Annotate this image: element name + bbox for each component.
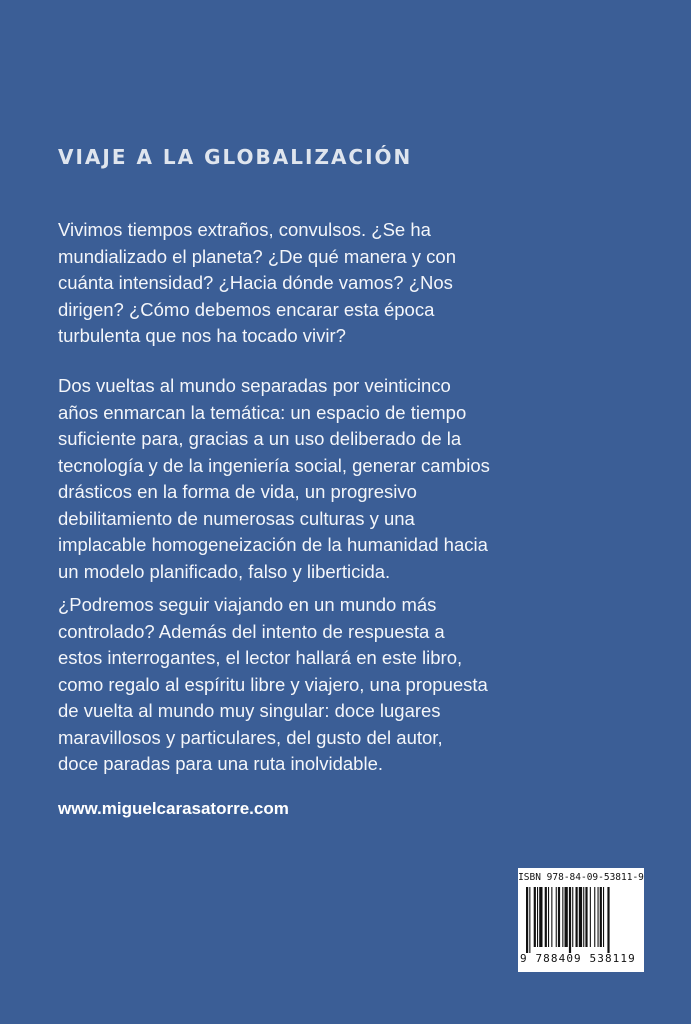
barcode-bar: [576, 887, 578, 947]
text-line: cuánta intensidad? ¿Hacia dónde vamos? ¿Nos: [58, 272, 453, 293]
barcode-bars-icon: [526, 887, 636, 953]
barcode-bar: [562, 887, 563, 947]
barcode-bar: [569, 887, 571, 953]
barcode-bar: [558, 887, 560, 947]
text-line: implacable homogeneización de la humanidad hacia: [58, 534, 488, 555]
text-line: controlado? Además del intento de respuesta a: [58, 620, 445, 642]
text-line: Dos vueltas al mundo separadas por veinticinco: [58, 375, 451, 396]
text-line: años enmarcan la temática: un espacio de tiempo: [58, 401, 467, 423]
text-line: como regalo al espíritu libre y viajero, una propuesta: [58, 673, 488, 695]
text-line: suficiente para, gracias a un uso deliberado de la: [58, 428, 462, 449]
text-line: un modelo planificado, falso y liberticida.: [58, 560, 391, 582]
barcode-digits: 9 788409 538119: [520, 952, 636, 965]
barcode-bar: [594, 887, 595, 947]
book-title: VIAJE A LA GLOBALIZACIÓN: [58, 145, 413, 169]
barcode-bar: [534, 887, 536, 947]
barcode-bar: [585, 887, 587, 947]
barcode-bar: [603, 887, 604, 947]
barcode-bar: [565, 887, 568, 947]
text-line: de vuelta al mundo muy singular: doce lugares: [58, 700, 441, 721]
barcode-bar: [529, 887, 530, 953]
barcode-bar: [590, 887, 591, 947]
synopsis-paragraph-3: [58, 592, 648, 778]
barcode-bar: [548, 887, 549, 947]
text-line: debilitamiento de numerosas culturas y una: [58, 507, 415, 529]
text-line: estos interrogantes, el lector hallará en este libro,: [58, 647, 463, 668]
barcode-bar: [545, 887, 547, 947]
text-line: dirigen? ¿Cómo debemos encarar esta época: [58, 298, 435, 320]
barcode-bar: [551, 887, 552, 947]
text-line: drásticos en la forma de vida, un progresivo: [58, 481, 417, 502]
barcode-bar: [607, 887, 609, 953]
synopsis-paragraph-2: [58, 373, 648, 585]
text-line: maravillosos y particulares, del gusto del autor,: [58, 726, 443, 748]
barcode-bar: [556, 887, 557, 947]
barcode-bar: [572, 887, 573, 947]
text-line: tecnología y de la ingeniería social, generar cambios: [58, 454, 490, 476]
isbn-label: ISBN 978-84-09-53811-9: [518, 872, 644, 883]
text-line: turbulenta que nos ha tocado vivir?: [58, 325, 346, 346]
barcode-bar: [526, 887, 528, 953]
barcode-bar: [583, 887, 584, 947]
text-line: mundializado el planeta? ¿De qué manera y con: [58, 245, 456, 267]
text-line: Vivimos tiempos extraños, convulsos. ¿Se ha: [58, 219, 431, 240]
barcode-bar: [598, 887, 599, 947]
barcode-bar: [537, 887, 538, 947]
barcode-bar: [579, 887, 582, 947]
text-line: ¿Podremos seguir viajando en un mundo más: [58, 594, 437, 615]
isbn-barcode: [518, 868, 644, 972]
barcode-bar: [600, 887, 602, 947]
barcode-bar: [539, 887, 542, 947]
text-line: doce paradas para una ruta inolvidable.: [58, 753, 384, 774]
author-website-link[interactable]: www.miguelcarasatorre.com: [58, 799, 289, 818]
synopsis-paragraph-1: [58, 217, 648, 350]
